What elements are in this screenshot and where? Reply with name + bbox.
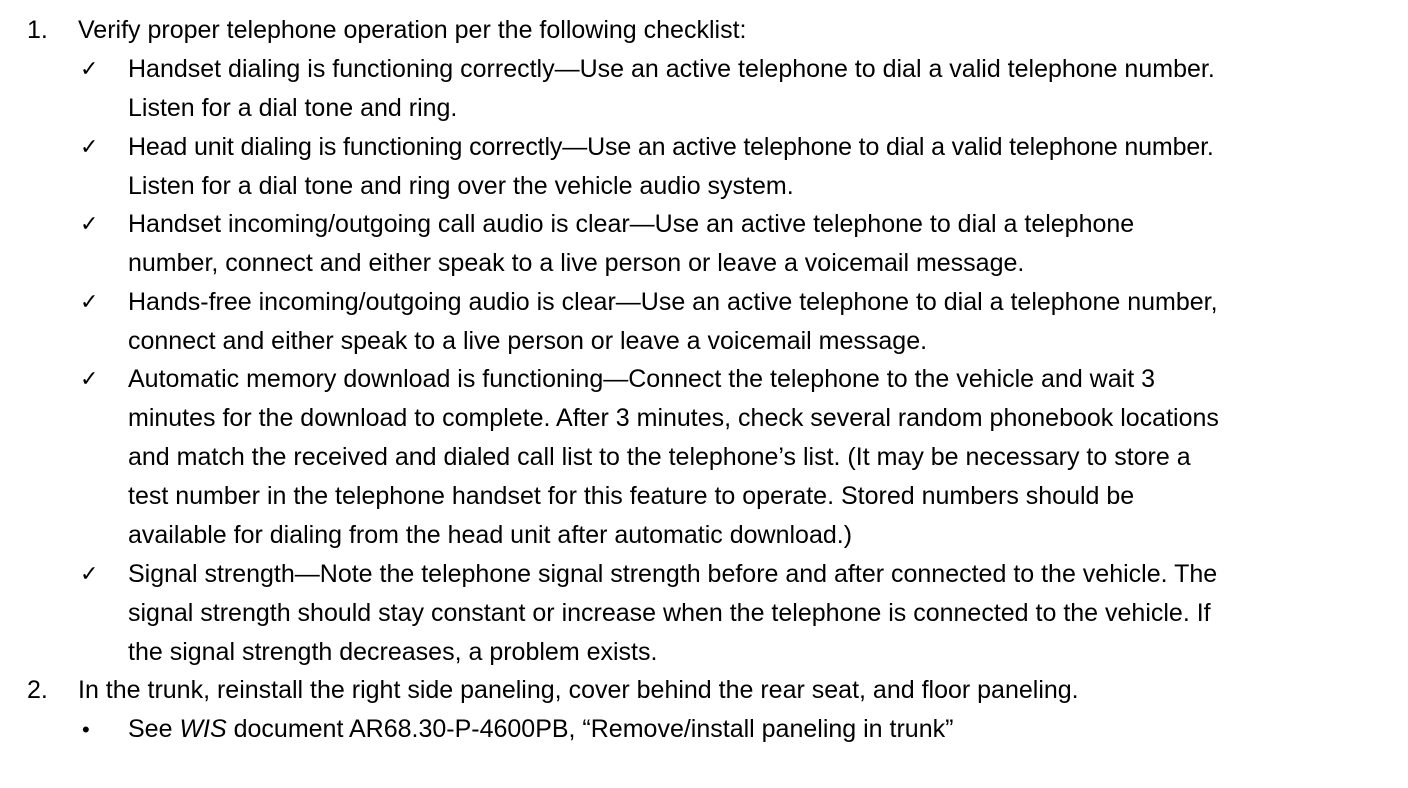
checklist-item-line: Handset dialing is functioning correctly—Use an active telephone to dial a valid telephone number. [128,55,1215,83]
bullet-icon: • [82,717,90,742]
checklist-item-line: the signal strength decreases, a problem exists. [128,638,658,666]
step-number: 2. [27,676,48,704]
checklist-item-line: Signal strength—Note the telephone signal strength before and after connected to the vehicle. The [128,560,1218,588]
checklist-item-line: signal strength should stay constant or increase when the telephone is connected to the vehicle. If [128,599,1211,627]
check-mark-icon: ✓ [80,290,99,315]
checklist-item-line: number, connect and either speak to a live person or leave a voicemail message. [128,249,1025,277]
checklist-item-line: and match the received and dialed call list to the telephone’s list. (It may be necessary to store a [128,443,1191,471]
check-mark-icon: ✓ [80,212,99,237]
checklist-item-line: available for dialing from the head unit after automatic download.) [128,521,853,549]
bullet-item-line [128,710,953,749]
checklist-item-line: Listen for a dial tone and ring. [128,94,458,122]
check-mark-icon: ✓ [80,135,99,160]
checklist-item-line: test number in the telephone handset for this feature to operate. Stored numbers should be [128,482,1135,510]
checklist-item-line: Hands-free incoming/outgoing audio is clear—Use an active telephone to dial a telephone number, [128,288,1218,316]
checklist-item-line: Listen for a dial tone and ring over the vehicle audio system. [128,172,794,200]
step-text: Verify proper telephone operation per the following checklist: [78,16,747,44]
check-mark-icon: ✓ [80,562,99,587]
reference-document: document AR68.30-P-4600PB, “Remove/install paneling in trunk” [226,715,954,743]
checklist-item-line: Automatic memory download is functioning—Connect the telephone to the vehicle and wait 3 [128,365,1155,393]
checklist-item-line: Handset incoming/outgoing call audio is clear—Use an active telephone to dial a telephone [128,210,1135,238]
reference-prefix: See [128,715,180,743]
step-text: In the trunk, reinstall the right side paneling, cover behind the rear seat, and floor paneling. [78,676,1079,704]
wis-reference: WIS [179,715,227,743]
check-mark-icon: ✓ [80,57,99,82]
step-number: 1. [27,16,48,44]
checklist-item-line: Head unit dialing is functioning correctly—Use an active telephone to dial a valid telephone number. [128,133,1214,161]
check-mark-icon: ✓ [80,367,99,392]
checklist-item-line: connect and either speak to a live person or leave a voicemail message. [128,327,928,355]
checklist-item-line: minutes for the download to complete. After 3 minutes, check several random phonebook locations [128,404,1219,432]
